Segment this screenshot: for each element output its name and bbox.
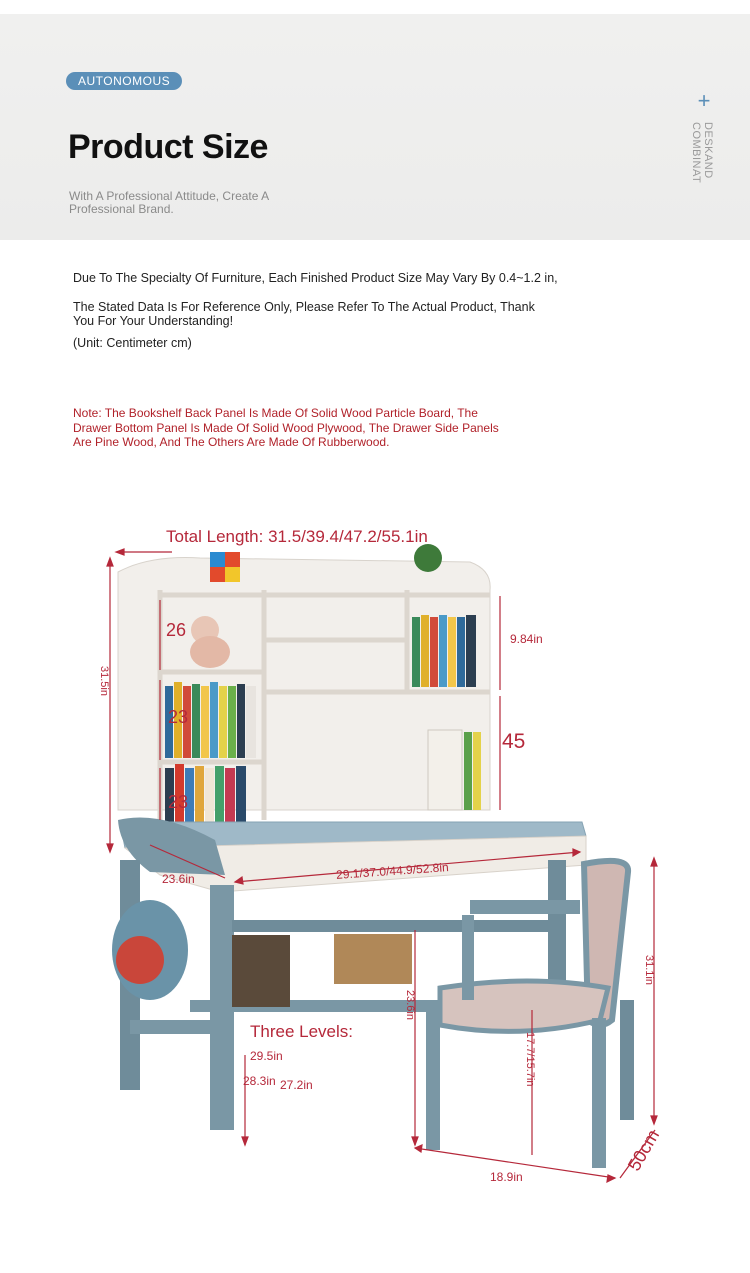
page-subtitle: With A Professional Attitude, Create A Professional Brand. (69, 189, 269, 216)
plus-icon: + (697, 88, 711, 113)
side-vertical-text: DESKAND COMBINAT (690, 122, 714, 184)
header-banner (0, 14, 750, 240)
shelf-23b-label: 23 (168, 792, 189, 812)
notice-unit: (Unit: Centimeter cm) (73, 336, 192, 350)
material-note: Note: The Bookshelf Back Panel Is Made Of Solid Wood Particle Board, The Drawer Bottom Panel Is Made Of Solid Wood Plywood, The Drawer Side Panels Are Pine Wood, And The Others Are Made Of Rubberwood. (73, 406, 499, 449)
desk-height-label: 23.6in (404, 990, 416, 1020)
page-title: Product Size (68, 128, 268, 166)
notice-line-2: The Stated Data Is For Reference Only, Please Refer To The Actual Product, Thank You For Your Understanding! (73, 300, 535, 328)
back-45-label: 45 (502, 730, 526, 753)
chair-width-label: 18.9in (490, 1170, 523, 1184)
chair-depth-label: 50cm (623, 1126, 664, 1175)
shelf-26-label: 26 (166, 620, 187, 640)
brand-badge: AUTONOMOUS (66, 72, 182, 90)
product-dimension-figure (0, 500, 750, 1220)
shelf-23a-label: 23 (168, 707, 189, 727)
three-levels-label: Three Levels: (250, 1022, 353, 1041)
desk-chair-illustration (0, 500, 750, 1220)
level-1-label: 29.5in (250, 1049, 283, 1063)
desk-depth-label: 23.6in (162, 872, 195, 886)
level-2-label: 28.3in (243, 1074, 276, 1088)
notice-line-1: Due To The Specialty Of Furniture, Each Finished Product Size May Vary By 0.4~1.2 in, (73, 271, 558, 285)
level-3-label: 27.2in (280, 1078, 313, 1092)
shelf-height-label: 31.5in (98, 666, 110, 696)
total-length-label: Total Length: 31.5/39.4/47.2/55.1in (166, 527, 428, 546)
chair-height-label: 31.1in (643, 955, 655, 985)
desk-width-label: 29.1/37.0/44.9/52.8in (335, 860, 450, 882)
seat-height-label: 17.7/15.7in (524, 1032, 536, 1087)
top-shelf-label: 9.84in (510, 632, 543, 646)
